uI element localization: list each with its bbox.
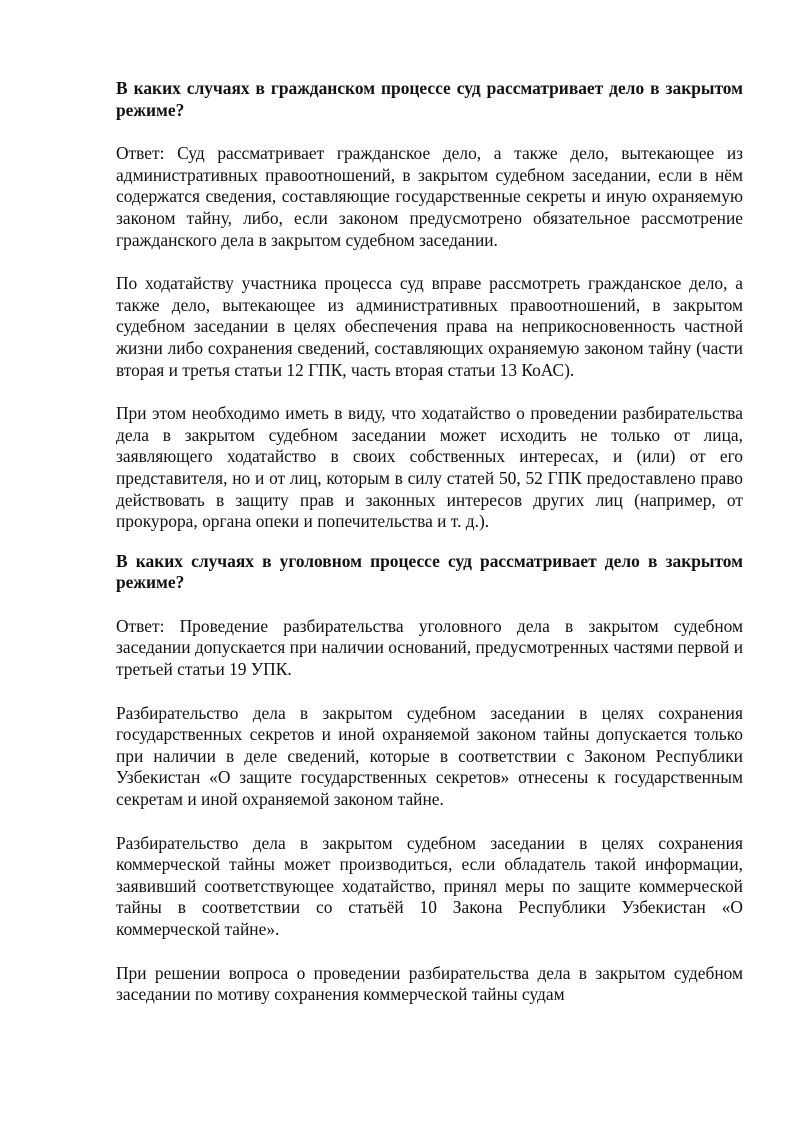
paragraph: Разбирательство дела в закрытом судебном заседании в целях сохранения коммерческой тайны может производиться, если обладатель такой информации, заявивший соответствующее ходатайство, принял меры по защите коммерческой тайны в соответствии со статьёй 10 Закона Республики Узбекистан «О коммерческой тайне». bbox=[116, 832, 743, 939]
section-heading-civil: В каких случаях в гражданском процессе суд рассматривает дело в закрытом режиме? bbox=[116, 78, 743, 120]
paragraph: Разбирательство дела в закрытом судебном заседании в целях сохранения государственных секретов и иной охраняемой законом тайны допускается только при наличии в деле сведений, которые в соответствии с Законом Республики Узбекистан «О защите государственных секретов» отнесены к государственным секретам и иной охраняемой законом тайне. bbox=[116, 702, 743, 810]
paragraph: Ответ: Проведение разбирательства уголовного дела в закрытом судебном заседании допускается при наличии оснований, предусмотренных частями первой и третьей статьи 19 УПК. bbox=[116, 615, 743, 680]
section-heading-criminal: В каких случаях в уголовном процессе суд рассматривает дело в закрытом режиме? bbox=[116, 550, 743, 593]
paragraph: По ходатайству участника процесса суд вправе рассмотреть гражданское дело, а также дело, вытекающее из административных правоотношений, в закрытом судебном заседании в целях обеспечения права на неприкосновенность частной жизни либо сохранения сведений, составляющих охраняемую законом тайну (части вторая и третья статьи 12 ГПК, часть вторая статьи 13 КоАС). bbox=[116, 273, 743, 380]
document-body bbox=[116, 78, 743, 1028]
paragraph: Ответ: Суд рассматривает гражданское дело, а также дело, вытекающее из административных правоотношений, в закрытом судебном заседании, если в нём содержатся сведения, составляющие государственные секреты и иную охраняемую законом тайну, либо, если законом предусмотрено обязательное рассмотрение гражданского дела в закрытом судебном заседании. bbox=[116, 143, 743, 250]
paragraph: При этом необходимо иметь в виду, что ходатайство о проведении разбирательства дела в закрытом судебном заседании может исходить не только от лица, заявляющего ходатайство в своих собственных интересах, и (или) от его представителя, но и от лиц, которым в силу статей 50, 52 ГПК предоставлено право действовать в защиту прав и законных интересов других лиц (например, от прокурора, органа опеки и попечительства и т. д.). bbox=[116, 403, 743, 532]
paragraph: При решении вопроса о проведении разбирательства дела в закрытом судебном заседании по мотиву сохранения коммерческой тайны судам bbox=[116, 962, 743, 1005]
